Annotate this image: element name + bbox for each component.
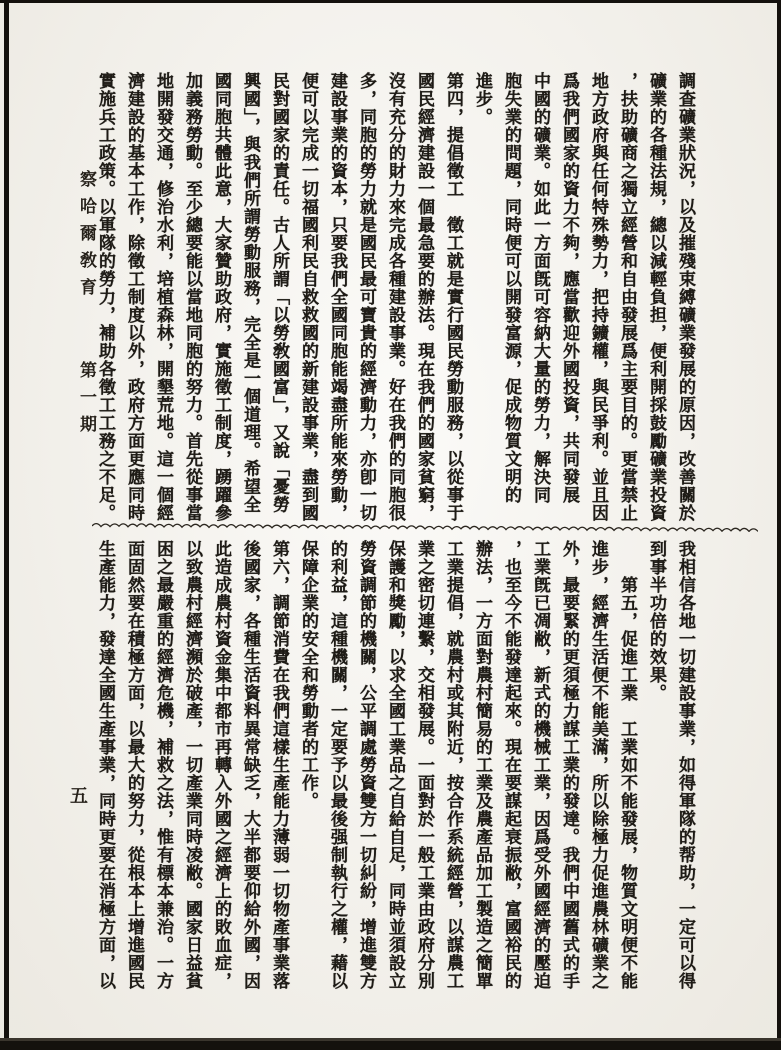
text-column: 面固然要在積極方面，以最大的努力，從根本上增進國民: [124, 540, 144, 990]
text-column: 礦業的各種法規，總以減輕負担，便利開採鼓勵礦業投資: [646, 72, 666, 522]
text-column: 中國的礦業。如此一方面旣可容納大量的勞力，解決同: [530, 72, 550, 504]
wavy-divider: [92, 518, 758, 532]
text-column: 實施兵工政策。以軍隊的勞力，補助各徵工工務之不足。: [95, 72, 115, 522]
text-column: 地開發交通，修治水利，培植森林，開墾荒地。這一個經: [153, 72, 173, 522]
text-column: 工業旣已凋敝，新式的機械工業，因爲受外國經濟的壓迫: [530, 540, 550, 990]
text-column: 多，同胞的勞力就是國民最可寶貴的經濟動力，亦卽一切: [356, 72, 376, 522]
text-column: 民對國家的責任。古人所謂「以勞敎國富」，又說「憂勞: [269, 72, 289, 514]
issue-number: 第一期: [76, 361, 96, 442]
text-column: ，扶助礦商之獨立經營和自由發展爲主要目的。更當禁止: [617, 72, 637, 522]
text-column: 爲我們國家的資力不夠，應當歡迎外國投資，共同發展: [559, 72, 579, 504]
text-column: 濟建設的基本工作，除徵工制度以外，政府方面更應同時: [124, 72, 144, 522]
scan-edge-left: [4, 0, 9, 1044]
text-column: 第四，提倡徵工 徵工就是實行國民勞動服務，以從事于: [443, 72, 463, 522]
scan-edge-right: [777, 0, 781, 1050]
text-column: 進步。: [472, 72, 492, 126]
text-column: 業之密切連繫，交相發展。一面對於一般工業由政府分別: [414, 540, 434, 990]
text-column: 的利益，這種機關，一定要予以最後强制執行之權，藉以: [327, 540, 347, 990]
text-column: 建設事業的資本，只要我們全國同胞能竭盡所能來勞動，: [327, 72, 347, 522]
text-column: 調查礦業狀況，以及摧殘束縛礦業發展的原因，改善關於: [675, 72, 695, 522]
scan-edge-top: [0, 0, 781, 3]
text-column: 保護和獎勵，以求全國工業品之自給自足，同時並須設立: [385, 540, 405, 990]
text-column: 困之最嚴重的經濟危機，補救之法，惟有標本兼治。一方: [153, 540, 173, 990]
text-column: 沒有充分的財力來完成各種建設事業。好在我們的同胞很: [385, 72, 405, 522]
scan-edge-bottom: [0, 1041, 781, 1050]
journal-title: 察哈爾敎育: [76, 170, 96, 305]
text-column: 勞資調節的機關，公平調處勞資雙方一切糾紛，增進雙方: [356, 540, 376, 990]
text-column: 地方政府與任何特殊勢力，把持鑛權，與民爭利。並且因: [588, 72, 608, 522]
text-column: 以致農村經濟瀕於破產，一切產業同時凌敝。國家日益貧: [182, 540, 202, 990]
text-column: 後國家，各種生活資料異常缺乏，大半都要仰給外國，因: [240, 540, 260, 990]
text-column: 便可以完成一切福國利民自救救國的新建設事業，盡到國: [298, 72, 318, 522]
text-column: 保障企業的安全和勞動者的工作。: [298, 540, 318, 810]
text-column: 第五，促進工業 工業如不能發展，物質文明便不能: [617, 540, 637, 990]
page-number: 五: [70, 786, 88, 807]
text-column: 生產能力，發達全國生產事業，同時更要在消極方面，以: [95, 540, 115, 990]
text-column: 進步，經濟生活便不能美滿，所以除極力促進農林礦業之: [588, 540, 608, 990]
bottom-text-block: [90, 540, 699, 1004]
text-column: 到事半功倍的效果。: [646, 540, 666, 702]
text-column: 胞失業的問題，同時便可以開發富源，促成物質文明的: [501, 72, 521, 504]
text-column: 此造成農村資金集中都市再轉入外國之經濟上的敗血症，: [211, 540, 231, 990]
text-column: 國同胞共體此意，大家贊助政府，實施徵工制度，踴躍參: [211, 72, 231, 522]
text-column: ，也至今不能發達起來。現在要謀起衰振敝，富國裕民的: [501, 540, 521, 990]
text-column: 外，最要緊的更須極力謀工業的發達。我們中國舊式的手: [559, 540, 579, 990]
top-text-block: [90, 72, 699, 532]
text-column: 興國」，與我們所謂勞動服務，完全是一個道理。希望全: [240, 72, 260, 514]
text-column: 我相信各地一切建設事業，如得軍隊的帮助，一定可以得: [675, 540, 695, 990]
text-column: 加義務勞動。至少總要能以當地同胞的努力。首先從事當: [182, 72, 202, 522]
text-column: 工業提倡，就農村或其附近，按合作系統經營，以謀農工: [443, 540, 463, 990]
text-column: 辦法，一方面對農村簡易的工業及農產品加工製造之簡單: [472, 540, 492, 990]
text-column: 第六，調節消費在我們這樣生產能力薄弱一切物產事業落: [269, 540, 289, 990]
text-column: 國民經濟建設一個最急要的辦法。現在我們的國家貧窮，: [414, 72, 434, 522]
